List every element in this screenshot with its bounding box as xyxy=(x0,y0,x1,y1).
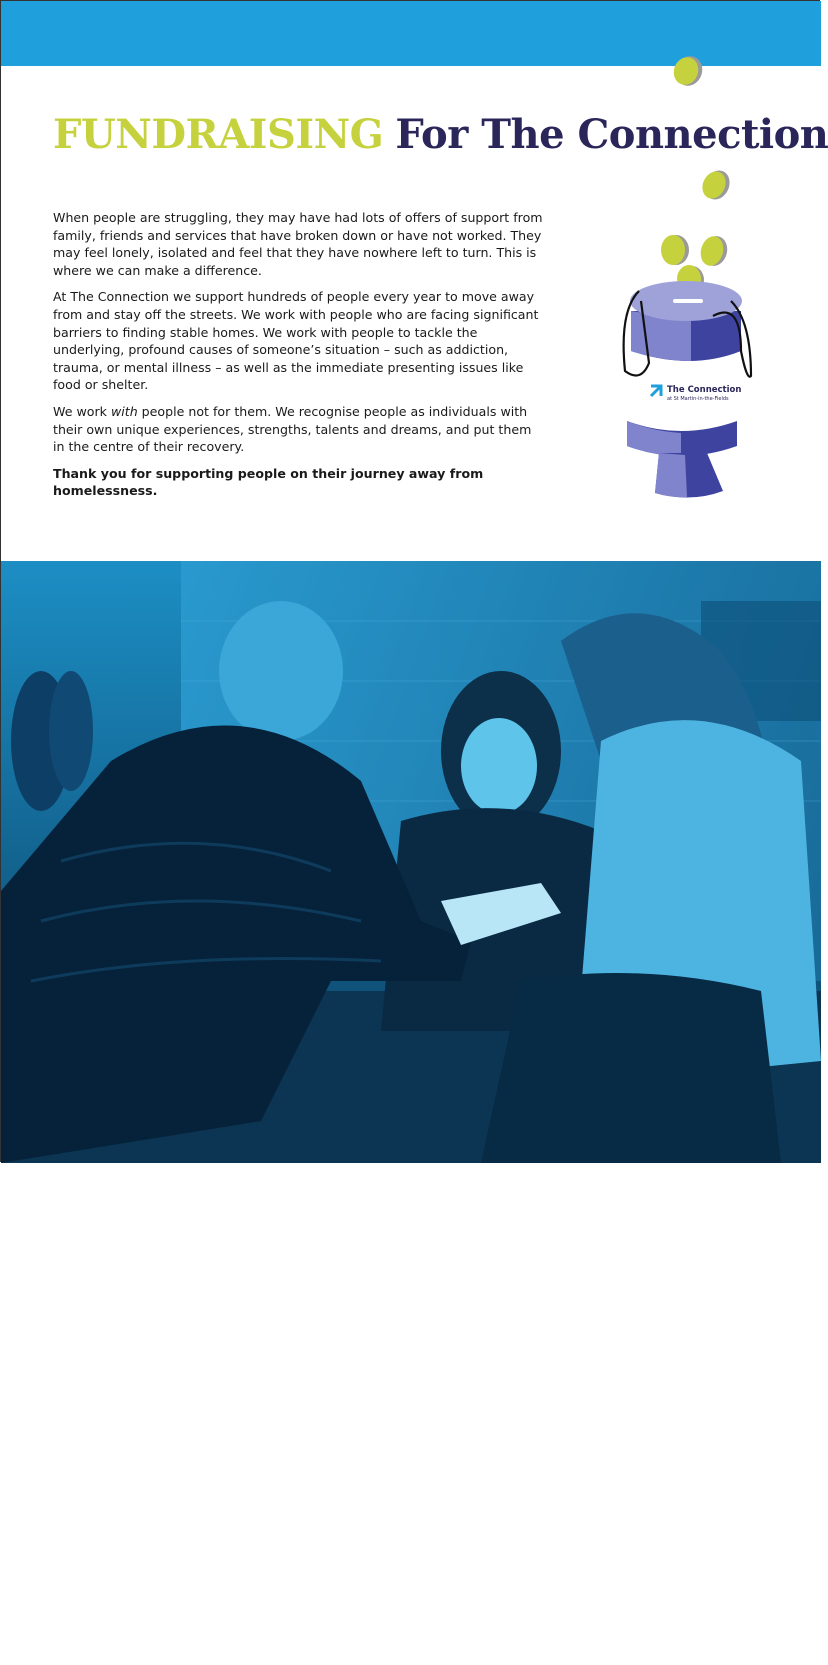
emphasis-with: with xyxy=(110,403,138,419)
paragraph-1: When people are struggling, they may have had lots of offers of support from family, friends and services that have broken down or have not worked. They may feel lonely, isolated and feel that they have nowhere left to turn. This is where we can make a difference. xyxy=(53,210,543,278)
logo-name: The Connection xyxy=(667,385,742,395)
title-highlight: FUNDRAISING xyxy=(53,111,384,158)
the-connection-logo xyxy=(651,385,741,402)
tin-base-icon xyxy=(627,421,737,498)
paragraph-2: At The Connection we support hundreds of people every year to move away from and stay off the streets. We work with people who are facing significant barriers to finding stable homes. We work with people to tackle the underlying, profound causes of someone’s situation – such as addiction, trauma, or mental illness – as well as the immediate presenting issues like food or shelter. xyxy=(53,289,539,393)
intro-text xyxy=(53,209,543,509)
coin-icon xyxy=(661,235,689,265)
thank-you-line: Thank you for supporting people on their journey away from homelessness. xyxy=(53,465,484,499)
coin-icon xyxy=(698,166,734,203)
hero-photo xyxy=(1,561,821,1663)
paragraph-3: We work with people not for them. We recognise people as individuals with their own unique experiences, strengths, talents and dreams, and put them in the centre of their recovery. xyxy=(53,403,532,455)
photo-caption: Our Street Engagement Advisors take time to carefully establish and develop trusting relationships with clients on the street – where we find them. xyxy=(61,1628,604,1663)
logo-subtitle: at St Martin-in-the-Fields xyxy=(667,396,729,402)
street-engagement-photo xyxy=(1,561,821,1163)
title-rest: For The Connection xyxy=(395,111,828,158)
coin-icon xyxy=(697,233,730,268)
tin-top-icon xyxy=(624,281,751,377)
coin-icon xyxy=(670,52,706,89)
collection-tin-illustration xyxy=(601,51,771,501)
